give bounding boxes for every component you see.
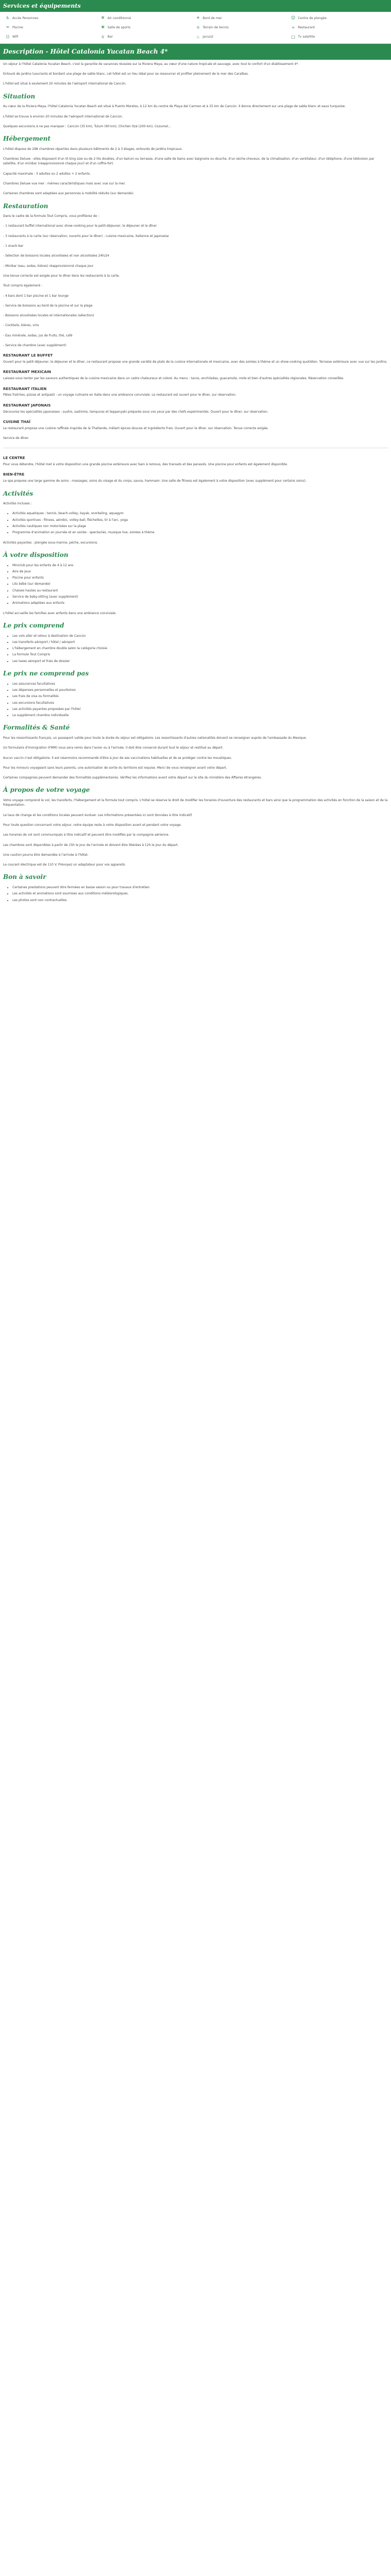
restaurant-japonais-title: RESTAURANT JAPONAIS	[3, 403, 51, 408]
list-item: • Les activités payantes proposées par l'hôtel	[12, 707, 388, 711]
list-item: • Les photos sont non contractuelles.	[12, 898, 388, 903]
list-item: • La formule Tout Compris	[12, 652, 388, 657]
activites-section-heading: Activités	[3, 489, 34, 497]
service-item: ♨ Jacuzzi	[196, 34, 291, 40]
restaurant-thai-title: CUISINE THAÏ	[3, 419, 30, 424]
prix-exclus-list	[12, 682, 388, 718]
enfants-list	[12, 563, 388, 606]
list-item: • L'hébergement en chambre double selon la catégorie choisie	[12, 646, 388, 651]
list-item: • Activités sportives : fitness, aérobic, volley-ball, fléchettes, tir à l'arc, yoga	[12, 518, 388, 522]
service-item: ♿ Accès Personnes	[5, 15, 101, 21]
restaurant-italien-title: RESTAURANT ITALIEN	[3, 386, 47, 391]
situation-heading: Situation	[3, 92, 36, 100]
list-item: • Chaises hautes au restaurant	[12, 588, 388, 593]
list-item: • Les frais de visa ou formalités	[12, 694, 388, 699]
services-grid	[0, 12, 391, 44]
bon-a-savoir-heading: Bon à savoir	[3, 873, 46, 881]
bar-icon: ♕	[101, 34, 105, 39]
bon-a-savoir-list	[12, 885, 388, 903]
services-header: Services et équipements	[0, 0, 391, 12]
list-item: • Les assurances facultatives	[12, 682, 388, 686]
service-item: ☷ Wifi	[5, 34, 101, 40]
list-item: • Activités aquatiques : tennis, beach-volley, kayak, snorkeling, aquagym	[12, 511, 388, 516]
description-body: Un séjour à l'hôtel Catalonia Yucatan Beach, c'est la garantie de vacances réussies sur la Riviera Maya, au cœur d'une nature tropicale et sauvage, avec tout le confort d'un établissement 4*. Entouré de jardins luxuriants et bordant une plage de sable blanc, cet hôtel est un lieu idéal pour se ressourcer et profiter pleinement de la mer des Caraïbes. L'hôtel est situé à seulement 20 minutes de l'aéroport international de Cancún. Situation Au cœur de la Riviera Maya, l'hôtel Catalonia Yucatan Beach est situé à Puerto Morelos, à 12 km du centre de Playa del Carmen et à 35 km de Cancún. Il donne directement sur une plage de sable blanc et eaux turquoise. L'hôtel se trouve à environ 20 minutes de l'aéroport international de Cancún. Quelques excursions à ne pas manquer : Cancún (35 km), Tulum (90 km), Chichén Itzá (200 km), Cozumel... Hébergement L'hôtel dispose de 298 chambres réparties dans plusieurs bâtiments de 2 à 3 étages, entourés de jardins tropicaux. Chambres Deluxe : elles disposent d'un lit king size ou de 2 lits doubles, d'un balcon ou terrasse, d'une salle de bains avec baignoire ou douche, d'un sèche-cheveux, de la climatisation, d'un ventilateur, d'un téléphone, d'une télévision par satellite, d'un minibar (réapprovisionné chaque jour) et d'un coffre-fort. Capacité maximale : 3 adultes ou 2 adultes + 2 enfants. Chambres Deluxe vue mer : mêmes caractéristiques mais avec vue sur la mer. Certaines chambres sont adaptées aux personnes à mobilité réduite (sur demande). Restauration Dans le cadre de la formule Tout Compris, vous profiterez de : - 1 restaurant buffet international avec show-cooking pour le petit-déjeuner, le déjeuner et le dîner - 3 restaurants à la carte (sur réservation, ouverts pour le dîner) : cuisine mexicaine, italienne et japonaise - 1 snack-bar - Sélection de boissons locales alcoolisées et non alcoolisées 24h/24 - Minibar (eau, sodas, bières) réapprovisionné chaque jour Une tenue correcte est exigée pour le dîner dans les restaurants à la carte. Tout compris également : - 4 bars dont 1 bar piscine et 1 bar lounge - Service de boissons au bord de la piscine et sur la plage - Boissons alcoolisées locales et internationales (sélection) - Cocktails, bières, vins - Eau minérale, sodas, jus de fruits, thé, café - Service de chambre (avec supplément) RESTAURANT LE BUFFET Ouvert pour le petit-déjeuner, le déjeuner et le dîner, ce restaurant propose une grande variété de plats de la cuisine internationale et mexicaine, avec des soirées à thème et un show-cooking quotidien. Terrasse extérieure avec vue sur les jardins. RESTAURANT MEXICAIN Laissez-vous tenter par les saveurs authentiques de la cuisine mexicaine dans un cadre chaleureux et coloré. Au menu : tacos, enchiladas, guacamole, mole et bien d'autres spécialités régionales. Réservation conseillée. RESTAURANT ITALIEN Pâtes fraîches, pizzas et antipasti : un voyage culinaire en Italie dans une ambiance conviviale. Le restaurant est ouvert pour le dîner, sur réservation. RESTAURANT JAPONAIS Découvrez les spécialités japonaises : sushis, sashimis, tempuras et teppanyaki préparés sous vos yeux par des chefs expérimentés. Ouvert pour le dîner, sur réservation. CUISINE THAÏ Le restaurant propose une cuisine raffinée inspirée de la Thaïlande, mêlant épices douces et ingrédients frais. Ouvert pour le dîner, sur réservation. Tenue correcte exigée. Service de dîner. LE CENTRE Pour vous détendre, l'hôtel met à votre disposition une grande piscine extérieure avec bain à remous, des transats et des parasols. Une piscine pour enfants est également disponible. BIEN-ÊTRE Le spa propose une large gamme de soins : massages, soins du visage et du corps, sauna, hammam. Une salle de fitness est également à votre disposition (avec supplément pour certains soins). Activités Activités incluses : • Activités aquatiques : tennis, beach-volley, kayak, snorkeling, aquagym • Activités sportives : fitness, aérobic, volley-ball, fléchettes, tir à l'arc, yoga • Activités nautiques non motorisées sur la plage • Programme d'animation en journée et en soirée : spectacles, musique live, soirées à thème Activités payantes : plongée sous-marine, pêche, excursions. À votre disposition • Miniclub pour les enfants de 4 à 12 ans • Aire de jeux • Piscine pour enfants • Lits bébé (sur demande) • Chaises hautes au restaurant • Service de baby-sitting (avec supplément) • Animations adaptées aux enfants L'hôtel accueille les familles avec enfants dans une ambiance conviviale. Le prix comprend • Les vols aller et retour à destination de Cancún • Les transferts aéroport / hôtel / aéroport • L'hébergement en chambre double selon la catégorie choisie • La formule Tout Compris • Les taxes aéroport et frais de dossier Le prix ne comprend pas • Les assurances facultatives • Les dépenses personnelles et pourboires • Les frais de visa ou formalités • Les excursions facultatives • Les activités payantes proposées par l'hôtel • Le supplément chambre individuelle Formalités & Santé Pour les ressortissants français, un passeport valide pour toute la durée du séjour est obligatoire. Les ressortissants d'autres nationalités doivent se renseigner auprès de l'ambassade du Mexique. Un formulaire d'immigration (FMM) vous sera remis dans l'avion ou à l'arrivée. Il doit être conservé durant tout le séjour et restitué au départ. Aucun vaccin n'est obligatoire. Il est néanmoins recommandé d'être à jour de ses vaccinations habituelles et de se protéger contre les moustiques. Pour les mineurs voyageant sans leurs parents, une autorisation de sortie du territoire est requise. Merci de vous renseigner avant votre départ. Certaines compagnies peuvent demander des formalités supplémentaires. Vérifiez les informations avant votre départ sur le site du ministère des Affaires étrangères. À propos de votre voyage Votre voyage comprend le vol, les transferts, l'hébergement et la formule tout compris. L'hôtel se réserve le droit de modifier les horaires d'ouverture des restaurants et bars ainsi que la programmation des activités en fonction de la saison et de la fréquentation. Le taux de change et les conditions locales peuvent évoluer. Les informations présentées ici sont données à titre indicatif. Pour toute question concernant votre séjour, notre équipe reste à votre disposition avant et pendant votre voyage. Les horaires de vol sont communiqués à titre indicatif et peuvent être modifiés par la compagnie aérienne. Les chambres sont disponibles à partir de 15h le jour de l'arrivée et doivent être libérées à 12h le jour du départ. Une caution pourra être demandée à l'arrivée à l'hôtel. Le courant électrique est de 110 V. Prévoyez un adaptateur pour vos appareils. Bon à savoir • Certaines prestations peuvent être fermées en basse saison ou pour travaux d'entretien. • Les activités et animations sont soumises aux conditions météorologiques. • Les photos sont non contractuelles.	[0, 60, 391, 913]
child-icon: ☺	[291, 15, 296, 21]
restauration-heading: Restauration	[3, 202, 48, 210]
list-item: • Certaines prestations peuvent être fermées en basse saison ou pour travaux d'entretien.	[12, 885, 388, 890]
list-item: • Les activités et animations sont soumises aux conditions météorologiques.	[12, 891, 388, 896]
list-item: • Lits bébé (sur demande)	[12, 582, 388, 586]
description-header: Description - Hôtel Catalonia Yucatan Beach 4*	[0, 44, 391, 60]
service-item: ☕ Restaurant	[291, 24, 386, 30]
spa-icon: ❀	[101, 25, 105, 30]
pool-icon: ≈	[6, 25, 10, 30]
service-item: ☀ Bord de mer	[196, 15, 291, 21]
restaurant-buffet-title: RESTAURANT LE BUFFET	[3, 353, 53, 358]
prix-list	[12, 634, 388, 664]
service-item: ⌂ Terrain de tennis	[196, 24, 291, 30]
infos-heading: À propos de votre voyage	[3, 786, 90, 794]
tv-icon: □	[291, 34, 296, 39]
restaurant-icon: ☕	[291, 25, 296, 30]
hebergement-heading: Hébergement	[3, 135, 51, 143]
restaurant-mexicain-title: RESTAURANT MEXICAIN	[3, 370, 51, 375]
wifi-icon: ☷	[6, 34, 10, 39]
list-item: • Service de baby-sitting (avec supplément)	[12, 595, 388, 599]
activites-list	[12, 511, 388, 535]
spa-heading: BIEN-ÊTRE	[3, 472, 25, 477]
page	[0, 0, 391, 913]
prix-exclus-heading: Le prix ne comprend pas	[3, 670, 89, 677]
beach-icon: ☀	[196, 15, 200, 21]
service-item: ☺ Centre de plongée	[291, 15, 386, 21]
list-item: • Les vols aller et retour à destination de Cancún	[12, 634, 388, 638]
list-item: • Miniclub pour les enfants de 4 à 12 ans	[12, 563, 388, 568]
activites-heading: LE CENTRE	[3, 456, 25, 461]
service-item: ♕ Bar	[101, 34, 196, 40]
service-item: ≈ Piscine	[5, 24, 101, 30]
service-item: □ Tv satellite	[291, 34, 386, 40]
list-item: • Les excursions facultatives	[12, 701, 388, 705]
list-item: • Les dépenses personnelles et pourboires	[12, 688, 388, 692]
jacuzzi-icon: ♨	[196, 34, 200, 39]
terrace-icon: ⌂	[197, 25, 200, 30]
list-item: • Piscine pour enfants	[12, 575, 388, 580]
list-item: • Les taxes aéroport et frais de dossier	[12, 659, 388, 664]
service-item: ❀ Salle de sports	[101, 24, 196, 30]
list-item: • Programme d'animation en journée et en soirée : spectacles, musique live, soirées à thème	[12, 530, 388, 535]
prix-heading: Le prix comprend	[3, 621, 64, 629]
disposition-heading: À votre disposition	[3, 551, 69, 558]
formalites-heading: Formalités & Santé	[3, 724, 70, 732]
service-item: ❄ Air conditionné	[101, 15, 196, 21]
list-item: • Activités nautiques non motorisées sur la plage	[12, 524, 388, 529]
accessibility-icon: ♿	[6, 15, 10, 21]
list-item: • Aire de jeux	[12, 569, 388, 574]
list-item: • Animations adaptées aux enfants	[12, 601, 388, 605]
list-item: • Le supplément chambre individuelle	[12, 713, 388, 718]
list-item: • Les transferts aéroport / hôtel / aéroport	[12, 640, 388, 645]
ac-icon: ❄	[101, 15, 105, 21]
